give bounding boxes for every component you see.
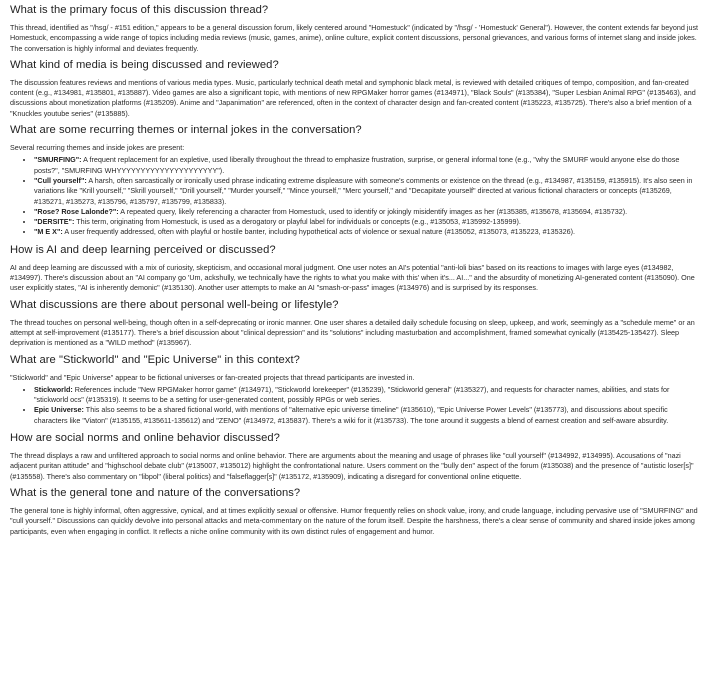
section-paragraph: This thread, identified as "/hsg/ - #151 edition," appears to be a general discussion forum, likely centered around "Homestuck" (indicated by "/hsg/ - 'Homestuck' General"). However, the content extends far beyond just Homestuck, encompassing a wide range of topics including media reviews (music, games, anime), online culture, explicit content discussions, personal grievances, and various forms of internet slang and inside jokes. The conversation is highly informal and deviates frequently.: [10, 23, 699, 53]
faq-section: [10, 243, 703, 294]
section-heading: How is AI and deep learning perceived or discussed?: [10, 243, 276, 256]
list-item-term: "Rose? Rose Lalonde?":: [34, 206, 119, 216]
list-item-term: "Cull yourself":: [34, 175, 87, 185]
list-item-term: Stickworld:: [34, 384, 73, 394]
list-item: [34, 176, 703, 207]
bullet-list: [10, 385, 703, 426]
faq-section: [10, 58, 703, 119]
faq-section: [10, 3, 703, 54]
section-heading: What discussions are there about personal well-being or lifestyle?: [10, 298, 339, 311]
faq-section: [10, 298, 703, 349]
section-heading: What kind of media is being discussed and reviewed?: [10, 58, 279, 71]
section-intro: "Stickworld" and "Epic Universe" appear to be fictional universes or fan-created projects that thread participants are invested in.: [10, 372, 415, 382]
section-paragraph: The general tone is highly informal, often aggressive, cynical, and at times explicitly sexual or offensive. Humor frequently relies on shock value, irony, and crude language, including pervasive use of "SMURFING" and "cull yourself." Discussions can quickly devolve into personal attacks and meta-commentary on the nature of the forum itself. Despite the harshness, there's a clear sense of community and shared inside jokes among participants, even when engaging in conflict. It reflects a niche online community with its own distinct rules of engagement and humor.: [10, 505, 698, 536]
section-paragraph: AI and deep learning are discussed with a mix of curiosity, skepticism, and occasional moral judgment. One user notes an AI's potential "anti-loli bias" based on its reactions to images with large eyes (#134982, #134997). There's discussion about an "AI company go 'Um, ackshully, we technically have the rights to what you make with this' when it's... AI..." and the absurdity of monetizing AI-generated content (#135090). One user explicitly states, "AI is inherently demonic" (#135130). Another user attempts to make an AI "smash-or-pass" images (#134976) and is surprised by its responses.: [10, 262, 695, 293]
faq-section: [10, 486, 703, 537]
list-item-term: "M E X":: [34, 227, 63, 237]
list-item-text: This term, originating from Homestuck, is used as a derogatory or playful label for individuals or concepts (e.g., #135053, #135992-135999).: [74, 217, 521, 227]
faq-section: [10, 123, 703, 238]
list-item: [34, 207, 703, 217]
list-item: [34, 227, 703, 237]
list-item-term: Epic Universe:: [34, 405, 84, 415]
section-heading: What is the primary focus of this discussion thread?: [10, 4, 269, 16]
list-item: [34, 155, 703, 176]
section-paragraph: The discussion features reviews and mentions of various media types. Music, particularly technical death metal and symphonic black metal, is reviewed with detailed critiques of tempo, composition, and fan-created content (e.g., #134981, #135801, #135887). Video games are also a significant topic, with mentions of new RPGMaker horror games (#134971), "Black Souls" (#135384), "Super Lesbian Animal RPG" (#135463), and discussions about monetization platforms (#135209). Anime and "Japanimation" are referenced, often in the context of character design and fan-created content (#135223, #135725). There's also a brief mention of a "Knuckles youtube series" (#135885).: [10, 77, 696, 118]
section-paragraph: The thread displays a raw and unfiltered approach to social norms and online behavior. There are arguments about the meaning and usage of phrases like "cull yourself" (#134992, #134995). Accusations of "nazi adjacent puritan attitude" and "highschool debate club" (#135007, #135012) highlight the confrontational nature. Users comment on the "bully den" aspect of the forum (#135038) and the presence of "autistic loser[s]" (#135558). There's also commentary on "libpol" (liberal politics) and "falseflagger[s]" (#135172, #135909), indicating a disregard for conventional online etiquette.: [10, 451, 694, 481]
list-item: [34, 385, 703, 406]
list-item-text: A frequent replacement for an expletive, used liberally throughout the thread to emphasize frustration, surprise, or general informal tone (e.g., "why the SMURF would anyone else do those posts?", "SMURFING WHYYYYYYYYYYYYYYYYYYYYY").: [34, 155, 680, 175]
list-item-term: "SMURFING":: [34, 155, 82, 165]
list-item-term: "DERSITE":: [34, 217, 75, 227]
list-item-text: References include "New RPGMaker horror game" (#134971), "Stickworld lorekeeper" (#135239), "Stickworld general" (#135327), and requests for character names, abilities, and stats for "stickworld ocs" (#135319). It seems to be a setting for user-generated content, possibly RPGs or web series.: [34, 384, 670, 405]
bullet-list: [10, 155, 703, 237]
section-heading: What are some recurring themes or internal jokes in the conversation?: [10, 124, 362, 137]
list-item: [34, 405, 703, 426]
section-heading: What are "Stickworld" and "Epic Universe" in this context?: [10, 353, 300, 366]
list-item: [34, 217, 703, 227]
section-paragraph: The thread touches on personal well-being, though often in a self-deprecating or ironic manner. One user shares a detailed daily schedule focusing on sleep, upkeep, and work, seemingly as a "schedule meme" or an attempt at self-improvement (#135177). There's a brief discussion about "clinical depression" and its "solutions" including masturbation and accomplishment, framed somewhat cynically (#135425-135427). Sleep deprivation is mentioned as a "WILD method" (#135967).: [10, 317, 695, 348]
section-intro: Several recurring themes and inside jokes are present:: [10, 143, 185, 153]
section-heading: How are social norms and online behavior discussed?: [10, 432, 280, 445]
section-heading: What is the general tone and nature of the conversations?: [10, 486, 301, 499]
list-item-text: A user frequently addressed, often with playful or hostile banter, including hypothetical acts of violence or sexual nature (#135052, #135073, #135223, #135326).: [62, 227, 576, 237]
faq-section: [10, 353, 703, 426]
faq-section: [10, 431, 703, 482]
list-item-text: A harsh, often sarcastically or ironically used phrase indicating extreme displeasure with someone's comments or existence on the thread (e.g., #134987, #135159, #135915). It's also seen in variations like "Krill yourself," "Skrill yourself," "Drill yourself," "Murder yourself," "Mince yourself," "Merc yourself," and "Decapitate yourself" directed at various fictional characters or concepts (#135269, #135271, #135273, #135796, #135797, #135799, #135833).: [34, 175, 693, 206]
list-item-text: A repeated query, likely referencing a character from Homestuck, used to identify or jokingly misidentify images as her (#135385, #135678, #135694, #135732).: [118, 206, 628, 216]
list-item-text: This also seems to be a shared fictional world, with mentions of "alternative epic universe timeline" (#135610), "Epic Universe Power Levels" (#135773), and discussions about specific characters like "Viaton" (#135155, #135611-135612) and "ZENO" (#134972, #135837). There's a wiki for it (#135733). The tone around it suggests a blend of earnest creation and self-aware absurdity.: [34, 405, 669, 425]
